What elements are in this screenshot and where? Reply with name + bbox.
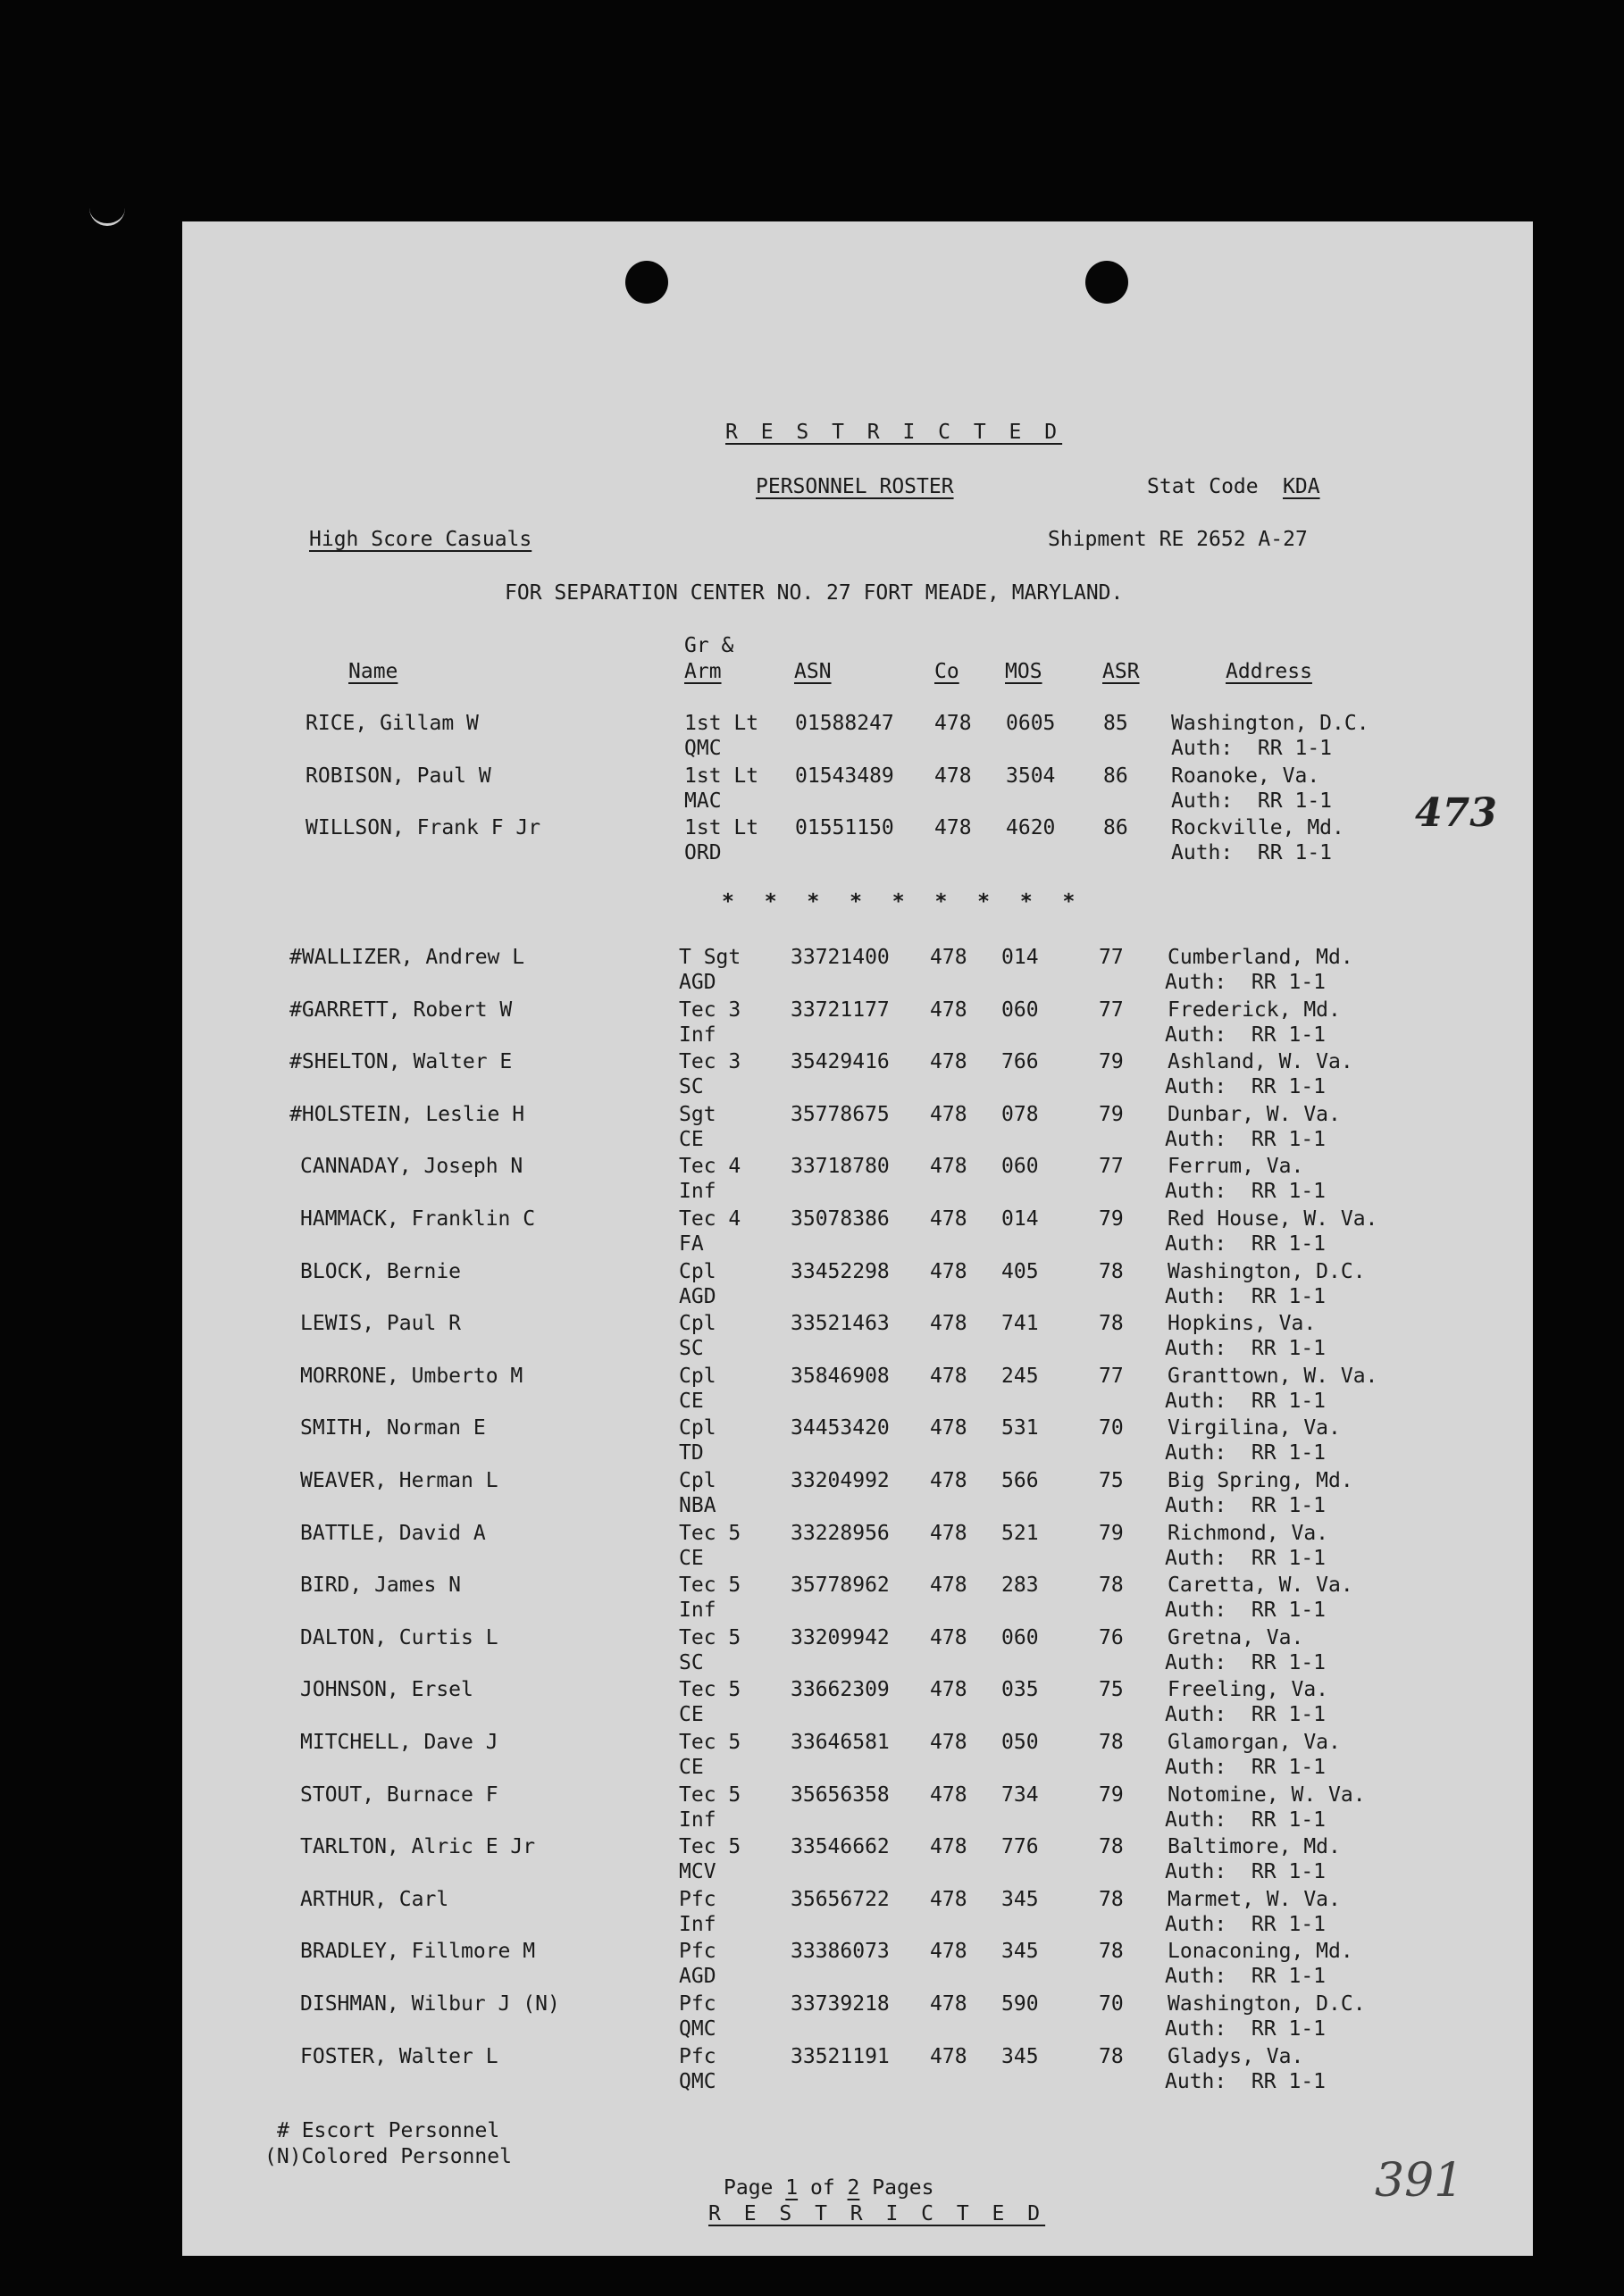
cell-grade: Cpl <box>679 1469 716 1492</box>
cell-authority: Auth: RR 1-1 <box>1165 2069 1327 2093</box>
stat-code-value: KDA <box>1283 475 1320 498</box>
cell-name: RICE, Gillam W <box>306 712 479 735</box>
page-total: 2 <box>847 2176 860 2200</box>
cell-arm: AGD <box>679 1965 716 1989</box>
cell-authority: Auth: RR 1-1 <box>1165 1023 1327 1047</box>
cell-arm: ORD <box>684 841 722 864</box>
cell-asn: 33718780 <box>791 1155 890 1179</box>
cell-grade: 1st Lt <box>684 816 759 839</box>
roster-row <box>182 1468 1533 1520</box>
cell-address: Marmet, W. Va. <box>1168 1887 1341 1911</box>
cell-grade: 1st Lt <box>684 712 759 735</box>
roster-row <box>182 1939 1533 1991</box>
handwritten-corner-number: 391 <box>1375 2154 1464 2208</box>
cell-arm: SC <box>679 1337 704 1361</box>
roster-row <box>182 815 1533 867</box>
cell-grade: Tec 5 <box>679 1783 741 1807</box>
cell-name: #WALLIZER, Andrew L <box>289 946 525 969</box>
roster-page <box>182 221 1533 2256</box>
cell-grade: Tec 4 <box>679 1155 741 1179</box>
cell-co: 478 <box>930 1835 967 1859</box>
cell-co: 478 <box>934 764 972 788</box>
cell-grade: Tec 3 <box>679 1050 741 1074</box>
cell-co: 478 <box>934 816 972 839</box>
cell-arm: Inf <box>679 1023 716 1047</box>
cell-co: 478 <box>930 1364 967 1388</box>
roster-row <box>182 1834 1533 1886</box>
cell-arm: NBA <box>679 1494 716 1517</box>
cell-address: Virgilina, Va. <box>1168 1416 1341 1440</box>
cell-asr: 75 <box>1099 1678 1124 1702</box>
cell-grade: 1st Lt <box>684 764 759 788</box>
cell-mos: 776 <box>1001 1835 1039 1859</box>
cell-asr: 78 <box>1099 1731 1124 1754</box>
column-header-co: Co <box>934 660 959 683</box>
cell-asn: 01543489 <box>795 764 894 788</box>
roster-row <box>182 1783 1533 1834</box>
cell-authority: Auth: RR 1-1 <box>1165 1650 1327 1674</box>
cell-authority: Auth: RR 1-1 <box>1165 1127 1327 1151</box>
roster-row <box>182 1311 1533 1363</box>
cell-co: 478 <box>934 712 972 735</box>
roster-row <box>182 1154 1533 1206</box>
roster-row <box>182 1364 1533 1415</box>
cell-grade: Tec 5 <box>679 1678 741 1702</box>
cell-name: BIRD, James N <box>300 1574 462 1598</box>
cell-arm: SC <box>679 1650 704 1674</box>
cell-asn: 01551150 <box>795 816 894 839</box>
cell-grade: Sgt <box>679 1102 716 1126</box>
cell-authority: Auth: RR 1-1 <box>1165 1546 1327 1570</box>
cell-authority: Auth: RR 1-1 <box>1171 737 1333 760</box>
cell-grade: Tec 5 <box>679 1625 741 1649</box>
cell-arm: CE <box>679 1127 704 1151</box>
cell-asr: 78 <box>1099 1574 1124 1598</box>
roster-row <box>182 1415 1533 1467</box>
cell-asn: 33662309 <box>791 1678 890 1702</box>
cell-asn: 01588247 <box>795 712 894 735</box>
cell-asn: 33721177 <box>791 998 890 1022</box>
cell-address: Granttown, W. Va. <box>1168 1364 1378 1388</box>
cell-arm: Inf <box>679 1180 716 1204</box>
cell-address: Cumberland, Md. <box>1168 946 1353 969</box>
stat-code-label: Stat Code <box>1147 475 1259 498</box>
cell-co: 478 <box>930 1102 967 1126</box>
cell-grade: T Sgt <box>679 946 741 969</box>
cell-co: 478 <box>930 1783 967 1807</box>
cell-address: Ferrum, Va. <box>1168 1155 1304 1179</box>
cell-co: 478 <box>930 946 967 969</box>
cell-co: 478 <box>930 2044 967 2068</box>
roster-row <box>182 1573 1533 1624</box>
cell-arm: AGD <box>679 1284 716 1308</box>
cell-arm: MCV <box>679 1860 716 1884</box>
cell-name: STOUT, Burnace F <box>300 1783 498 1807</box>
cell-mos: 245 <box>1001 1364 1039 1388</box>
cell-grade: Tec 5 <box>679 1731 741 1754</box>
cell-name: DISHMAN, Wilbur J (N) <box>300 1992 560 2016</box>
cell-authority: Auth: RR 1-1 <box>1165 1494 1327 1517</box>
cell-name: BATTLE, David A <box>300 1521 486 1545</box>
cell-authority: Auth: RR 1-1 <box>1165 1965 1327 1989</box>
cell-asr: 78 <box>1099 1312 1124 1336</box>
cell-asn: 33209942 <box>791 1625 890 1649</box>
cell-asn: 35846908 <box>791 1364 890 1388</box>
page-indicator: Page 1 of 2 Pages <box>724 2176 934 2200</box>
cell-mos: 035 <box>1001 1678 1039 1702</box>
cell-asr: 77 <box>1099 1364 1124 1388</box>
cell-co: 478 <box>930 1259 967 1283</box>
cell-arm: CE <box>679 1703 704 1727</box>
cell-address: Frederick, Md. <box>1168 998 1341 1022</box>
cell-authority: Auth: RR 1-1 <box>1165 1808 1327 1832</box>
roster-row <box>182 998 1533 1049</box>
page-current: 1 <box>785 2176 799 2200</box>
destination-line: FOR SEPARATION CENTER NO. 27 FORT MEADE, MARYLAND. <box>505 581 1124 605</box>
cell-name: DALTON, Curtis L <box>300 1625 498 1649</box>
cell-name: BLOCK, Bernie <box>300 1259 462 1283</box>
cell-authority: Auth: RR 1-1 <box>1165 971 1327 994</box>
cell-address: Gretna, Va. <box>1168 1625 1304 1649</box>
cell-grade: Tec 3 <box>679 998 741 1022</box>
cell-arm: Inf <box>679 1599 716 1623</box>
cell-address: Big Spring, Md. <box>1168 1469 1353 1492</box>
cell-address: Washington, D.C. <box>1168 1259 1366 1283</box>
cell-name: WILLSON, Frank F Jr <box>306 816 541 839</box>
cell-arm: FA <box>679 1232 704 1256</box>
column-header-grade-top: Gr & <box>684 634 734 657</box>
cell-asr: 78 <box>1099 1887 1124 1911</box>
cell-name: JOHNSON, Ersel <box>300 1678 473 1702</box>
cell-co: 478 <box>930 1050 967 1074</box>
cell-asn: 35656358 <box>791 1783 890 1807</box>
cell-name: #HOLSTEIN, Leslie H <box>289 1102 525 1126</box>
cell-arm: QMC <box>684 737 722 760</box>
cell-co: 478 <box>930 998 967 1022</box>
cell-name: MORRONE, Umberto M <box>300 1364 523 1388</box>
cell-mos: 345 <box>1001 2044 1039 2068</box>
roster-row <box>182 711 1533 763</box>
cell-name: CANNADAY, Joseph N <box>300 1155 523 1179</box>
cell-arm: TD <box>679 1441 704 1465</box>
roster-row <box>182 1625 1533 1677</box>
cell-arm: CE <box>679 1756 704 1779</box>
cell-address: Baltimore, Md. <box>1168 1835 1341 1859</box>
cell-name: #GARRETT, Robert W <box>289 998 513 1022</box>
roster-row <box>182 1521 1533 1573</box>
cell-asr: 70 <box>1099 1992 1124 2016</box>
cell-asr: 78 <box>1099 1259 1124 1283</box>
cell-asn: 33228956 <box>791 1521 890 1545</box>
cell-name: WEAVER, Herman L <box>300 1469 498 1492</box>
cell-co: 478 <box>930 1469 967 1492</box>
cell-address: Ashland, W. Va. <box>1168 1050 1353 1074</box>
classification-footer: R E S T R I C T E D <box>708 2202 1046 2225</box>
cell-co: 478 <box>930 1521 967 1545</box>
roster-title: PERSONNEL ROSTER <box>756 475 954 498</box>
cell-arm: QMC <box>679 2017 716 2041</box>
cell-name: FOSTER, Walter L <box>300 2044 498 2068</box>
cell-mos: 014 <box>1001 946 1039 969</box>
cell-name: TARLTON, Alric E Jr <box>300 1835 536 1859</box>
cell-asn: 35429416 <box>791 1050 890 1074</box>
cell-authority: Auth: RR 1-1 <box>1165 1232 1327 1256</box>
cell-address: Lonaconing, Md. <box>1168 1940 1353 1964</box>
cell-asr: 79 <box>1099 1207 1124 1231</box>
column-header-address: Address <box>1226 660 1312 683</box>
roster-row <box>182 2044 1533 2096</box>
cell-co: 478 <box>930 1992 967 2016</box>
cell-asr: 79 <box>1099 1783 1124 1807</box>
cell-mos: 734 <box>1001 1783 1039 1807</box>
cell-mos: 060 <box>1001 1625 1039 1649</box>
cell-mos: 405 <box>1001 1259 1039 1283</box>
roster-row <box>182 1206 1533 1258</box>
cell-asr: 78 <box>1099 1940 1124 1964</box>
cell-co: 478 <box>930 1887 967 1911</box>
cell-name: ARTHUR, Carl <box>300 1887 449 1911</box>
cell-co: 478 <box>930 1940 967 1964</box>
cell-mos: 566 <box>1001 1469 1039 1492</box>
cell-mos: 766 <box>1001 1050 1039 1074</box>
cell-address: Gladys, Va. <box>1168 2044 1304 2068</box>
roster-row <box>182 1730 1533 1782</box>
roster-row <box>182 1677 1533 1729</box>
scanner-artifact-mark <box>89 198 125 226</box>
cell-co: 478 <box>930 1416 967 1440</box>
cell-asn: 34453420 <box>791 1416 890 1440</box>
cell-authority: Auth: RR 1-1 <box>1165 1389 1327 1413</box>
cell-asn: 33204992 <box>791 1469 890 1492</box>
cell-asr: 79 <box>1099 1050 1124 1074</box>
cell-mos: 3504 <box>1006 764 1056 788</box>
cell-co: 478 <box>930 1312 967 1336</box>
cell-authority: Auth: RR 1-1 <box>1165 1075 1327 1099</box>
cell-mos: 078 <box>1001 1102 1039 1126</box>
cell-mos: 345 <box>1001 1940 1039 1964</box>
cell-asr: 75 <box>1099 1469 1124 1492</box>
cell-arm: Inf <box>679 1808 716 1832</box>
column-header-asr: ASR <box>1102 660 1140 683</box>
punch-hole-right <box>1085 261 1128 304</box>
cell-grade: Cpl <box>679 1259 716 1283</box>
cell-address: Glamorgan, Va. <box>1168 1731 1341 1754</box>
cell-mos: 0605 <box>1006 712 1056 735</box>
cell-grade: Tec 5 <box>679 1521 741 1545</box>
cell-grade: Cpl <box>679 1312 716 1336</box>
cell-mos: 060 <box>1001 1155 1039 1179</box>
cell-co: 478 <box>930 1625 967 1649</box>
cell-asn: 33721400 <box>791 946 890 969</box>
cell-mos: 060 <box>1001 998 1039 1022</box>
cell-mos: 741 <box>1001 1312 1039 1336</box>
cell-authority: Auth: RR 1-1 <box>1171 789 1333 813</box>
cell-grade: Tec 5 <box>679 1574 741 1598</box>
column-header-asn: ASN <box>794 660 832 683</box>
cell-asn: 33521463 <box>791 1312 890 1336</box>
cell-authority: Auth: RR 1-1 <box>1165 1756 1327 1779</box>
cell-arm: AGD <box>679 971 716 994</box>
roster-row <box>182 1259 1533 1311</box>
roster-row <box>182 1102 1533 1154</box>
cell-address: Hopkins, Va. <box>1168 1312 1317 1336</box>
cell-co: 478 <box>930 1207 967 1231</box>
cell-address: Richmond, Va. <box>1168 1521 1329 1545</box>
cell-asn: 33546662 <box>791 1835 890 1859</box>
cell-arm: SC <box>679 1075 704 1099</box>
column-header-mos: MOS <box>1005 660 1042 683</box>
cell-authority: Auth: RR 1-1 <box>1165 2017 1327 2041</box>
cell-asr: 78 <box>1099 2044 1124 2068</box>
cell-address: Freeling, Va. <box>1168 1678 1329 1702</box>
cell-grade: Cpl <box>679 1416 716 1440</box>
cell-address: Caretta, W. Va. <box>1168 1574 1353 1598</box>
roster-row <box>182 1991 1533 2043</box>
cell-name: SMITH, Norman E <box>300 1416 486 1440</box>
cell-asr: 79 <box>1099 1521 1124 1545</box>
cell-authority: Auth: RR 1-1 <box>1165 1337 1327 1361</box>
cell-arm: CE <box>679 1389 704 1413</box>
cell-grade: Pfc <box>679 1992 716 2016</box>
cell-asn: 35778675 <box>791 1102 890 1126</box>
roster-row <box>182 945 1533 997</box>
unit-name: High Score Casuals <box>309 528 532 551</box>
column-header-grade-bottom: Arm <box>684 660 722 683</box>
cell-asr: 86 <box>1103 816 1128 839</box>
cell-grade: Pfc <box>679 1940 716 1964</box>
handwritten-side-number: 473 <box>1415 790 1497 836</box>
cell-mos: 590 <box>1001 1992 1039 2016</box>
cell-mos: 521 <box>1001 1521 1039 1545</box>
cell-name: HAMMACK, Franklin C <box>300 1207 536 1231</box>
roster-row <box>182 1887 1533 1939</box>
legend-escort: # Escort Personnel <box>277 2119 500 2142</box>
cell-grade: Pfc <box>679 1887 716 1911</box>
cell-asr: 79 <box>1099 1102 1124 1126</box>
cell-address: Washington, D.C. <box>1171 712 1369 735</box>
column-header-name: Name <box>348 660 398 683</box>
cell-mos: 4620 <box>1006 816 1056 839</box>
cell-arm: Inf <box>679 1912 716 1936</box>
cell-asn: 33521191 <box>791 2044 890 2068</box>
classification-heading: R E S T R I C T E D <box>725 421 1063 444</box>
cell-mos: 050 <box>1001 1731 1039 1754</box>
cell-mos: 531 <box>1001 1416 1039 1440</box>
cell-asr: 86 <box>1103 764 1128 788</box>
cell-asn: 33739218 <box>791 1992 890 2016</box>
cell-asr: 70 <box>1099 1416 1124 1440</box>
legend-colored: (N)Colored Personnel <box>264 2145 512 2168</box>
cell-asr: 77 <box>1099 998 1124 1022</box>
cell-mos: 283 <box>1001 1574 1039 1598</box>
cell-authority: Auth: RR 1-1 <box>1165 1284 1327 1308</box>
cell-asr: 76 <box>1099 1625 1124 1649</box>
cell-co: 478 <box>930 1155 967 1179</box>
cell-asr: 78 <box>1099 1835 1124 1859</box>
cell-address: Notomine, W. Va. <box>1168 1783 1366 1807</box>
cell-address: Roanoke, Va. <box>1171 764 1320 788</box>
cell-name: MITCHELL, Dave J <box>300 1731 498 1754</box>
cell-mos: 014 <box>1001 1207 1039 1231</box>
cell-grade: Cpl <box>679 1364 716 1388</box>
cell-asr: 77 <box>1099 1155 1124 1179</box>
separator-asterisks: * * * * * * * * * <box>722 890 1084 914</box>
cell-arm: QMC <box>679 2069 716 2093</box>
cell-grade: Pfc <box>679 2044 716 2068</box>
cell-arm: MAC <box>684 789 722 813</box>
cell-authority: Auth: RR 1-1 <box>1165 1180 1327 1204</box>
cell-co: 478 <box>930 1731 967 1754</box>
cell-mos: 345 <box>1001 1887 1039 1911</box>
cell-grade: Tec 4 <box>679 1207 741 1231</box>
cell-co: 478 <box>930 1678 967 1702</box>
cell-asn: 33452298 <box>791 1259 890 1283</box>
cell-authority: Auth: RR 1-1 <box>1165 1703 1327 1727</box>
cell-name: ROBISON, Paul W <box>306 764 491 788</box>
cell-authority: Auth: RR 1-1 <box>1165 1912 1327 1936</box>
cell-asr: 77 <box>1099 946 1124 969</box>
cell-asn: 35656722 <box>791 1887 890 1911</box>
cell-name: BRADLEY, Fillmore M <box>300 1940 536 1964</box>
punch-hole-left <box>625 261 668 304</box>
cell-authority: Auth: RR 1-1 <box>1165 1860 1327 1884</box>
cell-authority: Auth: RR 1-1 <box>1171 841 1333 864</box>
cell-authority: Auth: RR 1-1 <box>1165 1441 1327 1465</box>
cell-address: Dunbar, W. Va. <box>1168 1102 1341 1126</box>
roster-row <box>182 1049 1533 1101</box>
cell-address: Red House, W. Va. <box>1168 1207 1378 1231</box>
cell-asn: 35078386 <box>791 1207 890 1231</box>
cell-asn: 33386073 <box>791 1940 890 1964</box>
cell-asr: 85 <box>1103 712 1128 735</box>
cell-address: Washington, D.C. <box>1168 1992 1366 2016</box>
cell-asn: 35778962 <box>791 1574 890 1598</box>
shipment-number: Shipment RE 2652 A-27 <box>1048 528 1308 551</box>
cell-name: #SHELTON, Walter E <box>289 1050 513 1074</box>
cell-arm: CE <box>679 1546 704 1570</box>
cell-grade: Tec 5 <box>679 1835 741 1859</box>
cell-asn: 33646581 <box>791 1731 890 1754</box>
roster-row <box>182 764 1533 815</box>
cell-name: LEWIS, Paul R <box>300 1312 462 1336</box>
cell-authority: Auth: RR 1-1 <box>1165 1599 1327 1623</box>
cell-address: Rockville, Md. <box>1171 816 1344 839</box>
cell-co: 478 <box>930 1574 967 1598</box>
